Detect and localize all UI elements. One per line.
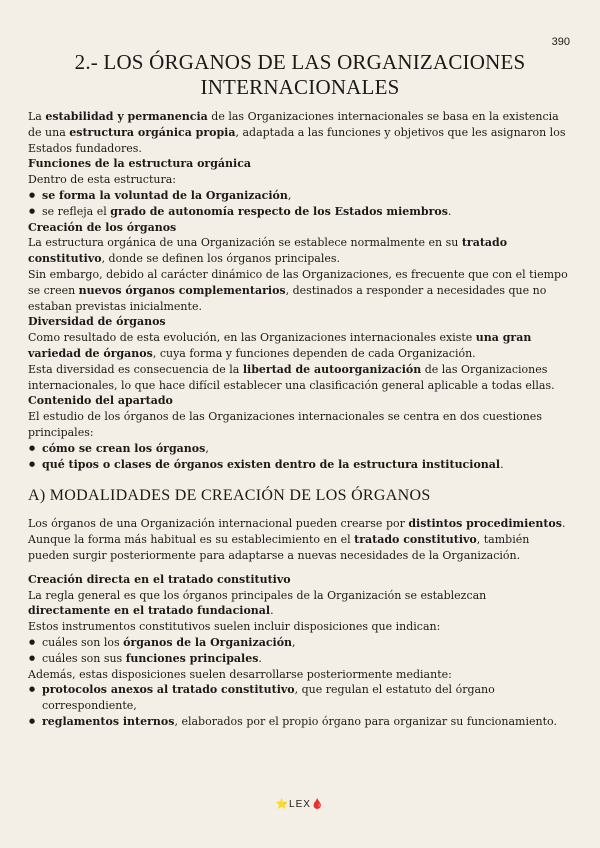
page-title-line-1: 2.- LOS ÓRGANOS DE LAS ORGANIZACIONES bbox=[74, 50, 526, 74]
star-icon: ⭐ bbox=[275, 799, 290, 810]
list-contenido bbox=[28, 441, 572, 473]
section-a-paragraph-1: Los órganos de una Organización internacional pueden crearse por distintos procedimientos. Aunque la forma más habitual es su establecimiento en el tratado constitutivo, también pueden surgir posteriormente para adaptarse a nuevas necesidades de la Organización. bbox=[28, 517, 566, 562]
heading-diversidad: Diversidad de órganos bbox=[28, 315, 166, 329]
footer-logo bbox=[0, 799, 600, 810]
list-item: ● protocolos anexos al tratado constitutivo, que regulan el estatuto del órgano correspondiente, bbox=[28, 682, 572, 714]
list-disposiciones bbox=[28, 635, 572, 667]
list-funciones bbox=[28, 188, 572, 220]
list-item: ● qué tipos o clases de órganos existen dentro de la estructura institucional. bbox=[28, 457, 572, 473]
page-title bbox=[28, 0, 572, 100]
list-desarrollo bbox=[28, 682, 572, 729]
section-a-paragraph-4: Además, estas disposiciones suelen desarrollarse posteriormente mediante: bbox=[28, 667, 452, 681]
list-item: ● se forma la voluntad de la Organización, bbox=[28, 188, 572, 204]
list-item: ● se refleja el grado de autonomía respecto de los Estados miembros. bbox=[28, 204, 572, 220]
heading-creacion: Creación de los órganos bbox=[28, 220, 177, 234]
paragraph-diversidad-2: Esta diversidad es consecuencia de la libertad de autoorganización de las Organizaciones internacionales, lo que hace difícil establecer una clasificación general aplicable a todas ellas. bbox=[28, 362, 555, 392]
paragraph-creacion-1: La estructura orgánica de una Organización se establece normalmente en su tratado constitutivo, donde se definen los órganos principales. bbox=[28, 236, 508, 266]
paragraph-contenido: El estudio de los órganos de las Organizaciones internacionales se centra en dos cuestiones principales: bbox=[28, 410, 542, 439]
heading-funciones: Funciones de la estructura orgánica bbox=[28, 157, 252, 171]
intro-paragraph: La estabilidad y permanencia de las Organizaciones internacionales se basa en la existencia de una estructura orgánica propia, adaptada a las funciones y objetivos que les asignaron los Estados fundadores. bbox=[28, 110, 566, 155]
section-a-title: A) MODALIDADES DE CREACIÓN DE LOS ÓRGANOS bbox=[28, 487, 431, 505]
section-a-paragraph-3: Estos instrumentos constitutivos suelen incluir disposiciones que indican: bbox=[28, 620, 441, 634]
intro-section bbox=[28, 109, 572, 472]
paragraph-creacion-2: Sin embargo, debido al carácter dinámico de las Organizaciones, es frecuente que con el tiempo se creen nuevos órganos complementarios, destinados a responder a necesidades que no estaban previstas inicialmente. bbox=[28, 267, 568, 313]
section-a-paragraph-2: La regla general es que los órganos principales de la Organización se establezcan directamente en el tratado fundacional. bbox=[28, 588, 487, 618]
section-a-body bbox=[28, 516, 572, 729]
blood-drop-icon: 🩸 bbox=[310, 799, 325, 810]
footer-logo-text: LEX bbox=[289, 799, 311, 810]
paragraph-diversidad-1: Como resultado de esta evolución, en las Organizaciones internacionales existe una gran variedad de órganos, cuya forma y funciones dependen de cada Organización. bbox=[28, 331, 532, 360]
list-item: ● cómo se crean los órganos, bbox=[28, 441, 572, 457]
heading-creacion-directa: Creación directa en el tratado constitutivo bbox=[28, 572, 291, 586]
list-item: ● cuáles son los órganos de la Organización, bbox=[28, 635, 572, 651]
list-item: ● reglamentos internos, elaborados por el propio órgano para organizar su funcionamiento. bbox=[28, 714, 572, 730]
page-title-line-2: INTERNACIONALES bbox=[200, 75, 400, 99]
heading-contenido: Contenido del apartado bbox=[28, 394, 173, 408]
paragraph-dentro: Dentro de esta estructura: bbox=[28, 173, 176, 187]
page-number: 390 bbox=[551, 36, 570, 48]
list-item: ● cuáles son sus funciones principales. bbox=[28, 651, 572, 667]
